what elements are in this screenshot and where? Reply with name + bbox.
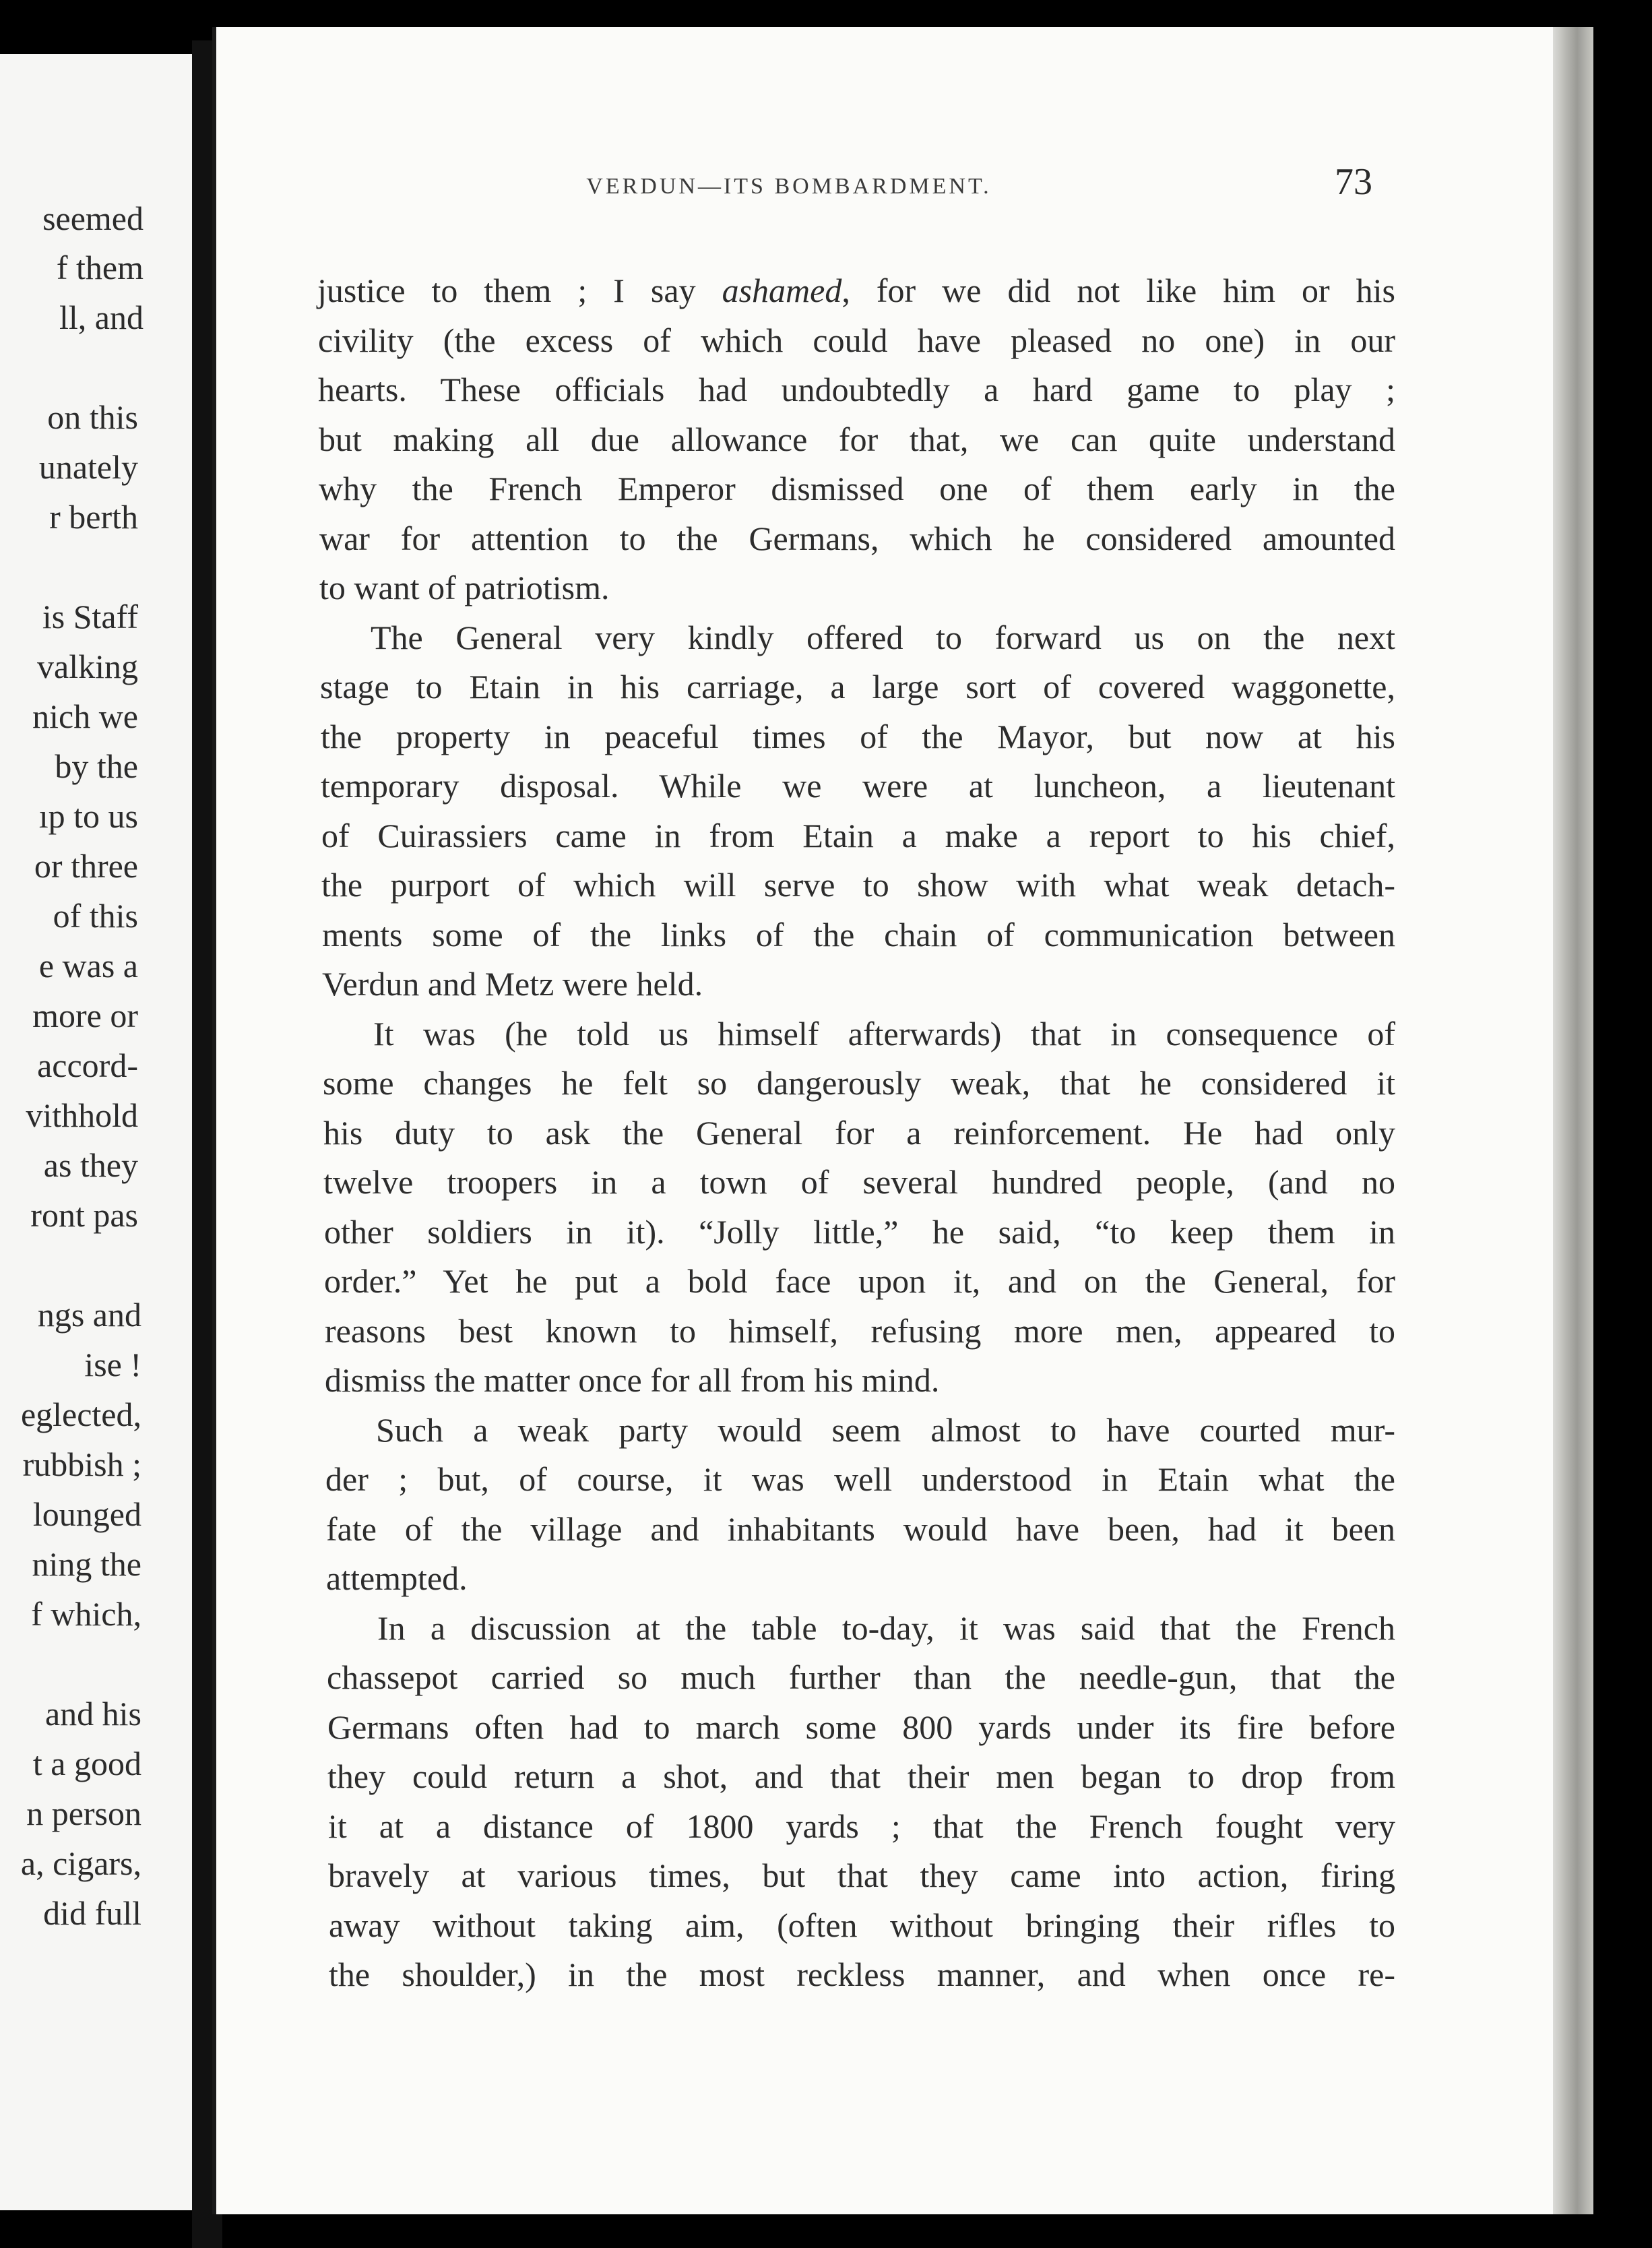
body-text-line: twelve troopers in a town of several hundred people, (and no — [323, 1163, 1395, 1201]
right-page — [212, 27, 1593, 2214]
left-page-line: vithhold — [26, 1096, 138, 1134]
page-edge — [1553, 27, 1593, 2214]
left-page-line: f them — [56, 249, 144, 286]
body-text-line: war for attention to the Germans, which he considered amounted — [319, 519, 1395, 557]
left-page-line: ning the — [32, 1545, 141, 1583]
left-page-line: ll, and — [59, 299, 144, 336]
left-page-line: as they — [43, 1146, 138, 1184]
body-text-line: dismiss the matter once for all from his mind. — [325, 1361, 940, 1399]
left-page-fragment — [0, 54, 192, 2210]
body-text-line: The General very kindly offered to forward us on the next — [371, 618, 1395, 656]
body-text-line: chassepot carried so much further than the needle-gun, that the — [327, 1658, 1395, 1696]
body-text-line: the purport of which will serve to show with what weak detach- — [321, 866, 1395, 904]
running-head: VERDUN—ITS BOMBARDMENT. — [586, 174, 992, 199]
body-text-line: away without taking aim, (often without bringing their rifles to — [329, 1906, 1395, 1944]
body-text-line: hearts. These officials had undoubtedly a hard game to play ; — [318, 371, 1395, 408]
left-page-line: t a good — [32, 1745, 141, 1782]
body-text-line: ments some of the links of the chain of communication between — [322, 915, 1395, 954]
left-page-line: and his — [44, 1695, 141, 1732]
body-text-line: temporary disposal. While we were at luncheon, a lieutenant — [321, 767, 1395, 805]
body-text-line: they could return a shot, and that their men began to drop from — [327, 1757, 1395, 1795]
left-page-line: of this — [53, 897, 138, 935]
left-page-line: by the — [55, 747, 138, 785]
body-text-line: attempted. — [326, 1559, 468, 1597]
body-text-line: it at a distance of 1800 yards ; that the French fought very — [328, 1807, 1395, 1845]
left-page-line: n person — [26, 1794, 141, 1832]
left-page-line: or three — [34, 847, 138, 885]
left-page-line: lounged — [32, 1495, 141, 1533]
left-page-line: ise ! — [84, 1346, 141, 1383]
body-text-line: order.” Yet he put a bold face upon it, and on the General, for — [324, 1262, 1395, 1300]
body-text-line: Germans often had to march some 800 yards under its fire before — [327, 1708, 1395, 1746]
left-page-line: ront pas — [30, 1196, 138, 1234]
left-page-line: e was a — [38, 947, 138, 985]
body-text-line: other soldiers in it). “Jolly little,” he said, “to keep them in — [324, 1212, 1395, 1251]
body-text-line: It was (he told us himself afterwards) that in consequence of — [373, 1014, 1395, 1053]
left-page-line: ıp to us — [38, 797, 138, 835]
body-text-line: civility (the excess of which could have pleased no one) in our — [318, 321, 1395, 359]
left-page-line: f which, — [31, 1595, 141, 1633]
left-page-line: did full — [43, 1894, 141, 1932]
body-text-line: why the French Emperor dismissed one of them early in the — [319, 470, 1395, 507]
left-page-line: seemed — [42, 199, 144, 237]
body-text-line: reasons best known to himself, refusing more men, appeared to — [325, 1311, 1395, 1350]
body-text-line: justice to them ; I say ashamed, for we did not like him or his — [317, 272, 1395, 309]
body-text-line: Such a weak party would seem almost to have courted mur- — [376, 1410, 1395, 1449]
left-page-line: r berth — [49, 498, 138, 536]
body-text-line: the shoulder,) in the most reckless manner, and when once re- — [329, 1956, 1395, 1993]
page-number: 73 — [1335, 161, 1372, 203]
emphasized-word: ashamed — [722, 272, 842, 309]
body-text-line: but making all due allowance for that, we can quite understand — [319, 420, 1395, 458]
left-page-line: is Staff — [42, 598, 138, 635]
body-text-line: to want of patriotism. — [319, 569, 610, 606]
body-text-line: of Cuirassiers came in from Etain a make a report to his chief, — [321, 816, 1395, 854]
body-text-line: der ; but, of course, it was well understood in Etain what the — [325, 1460, 1395, 1498]
left-page-line: eglected, — [20, 1396, 141, 1433]
left-page-line: accord- — [37, 1047, 138, 1084]
left-page-line: nich we — [32, 697, 138, 735]
body-text-line: Verdun and Metz were held. — [322, 965, 703, 1003]
left-page-line: a, cigars, — [20, 1844, 141, 1882]
body-text-line: the property in peaceful times of the Mayor, but now at his — [321, 717, 1395, 755]
body-text-line: In a discussion at the table to-day, it was said that the French — [377, 1609, 1395, 1647]
left-page-line: valking — [37, 648, 138, 685]
left-page-line: rubbish ; — [22, 1445, 141, 1483]
left-page-line: more or — [32, 997, 138, 1034]
body-text-line: his duty to ask the General for a reinforcement. He had only — [323, 1113, 1395, 1152]
body-text — [317, 266, 1395, 2000]
left-page-line: unately — [38, 448, 138, 486]
left-page-line: on this — [47, 398, 138, 436]
body-text-line: fate of the village and inhabitants would have been, had it been — [326, 1509, 1395, 1548]
body-text-line: bravely at various times, but that they came into action, firing — [328, 1856, 1395, 1894]
page-top-mark — [1355, 27, 1368, 47]
body-text-line: stage to Etain in his carriage, a large sort of covered waggonette, — [320, 668, 1395, 706]
left-page-line: ngs and — [37, 1296, 141, 1334]
body-text-line: some changes he felt so dangerously weak, that he considered it — [323, 1064, 1395, 1102]
